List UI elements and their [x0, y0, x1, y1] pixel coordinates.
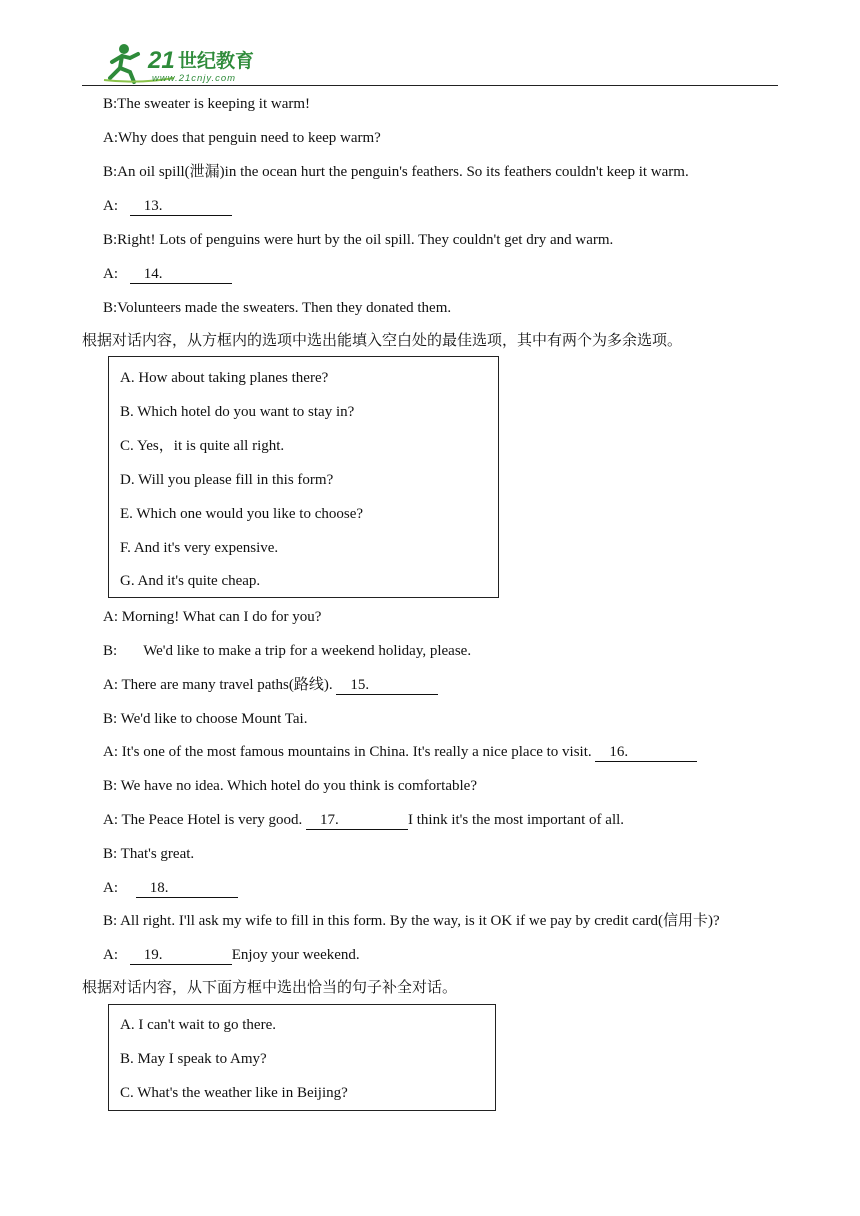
- option-b: B. Which hotel do you want to stay in?: [120, 404, 355, 420]
- dialogue-line: B: That's great.: [103, 846, 195, 862]
- header-divider: [82, 85, 778, 86]
- answer-blank-16[interactable]: 16.: [595, 743, 697, 762]
- svg-text:www.21cnjy.com: www.21cnjy.com: [152, 73, 237, 84]
- options-box: [108, 1004, 496, 1111]
- section-instruction: 根据对话内容，从方框内的选项中选出能填入空白处的最佳选项，其中有两个为多余选项。: [82, 333, 683, 349]
- option-c: C. Yes，it is quite all right.: [120, 438, 285, 454]
- options-box: [108, 356, 499, 598]
- answer-blank-18[interactable]: 18.: [136, 879, 238, 898]
- svg-text:世纪教育: 世纪教育: [178, 50, 255, 72]
- answer-blank-15[interactable]: 15.: [336, 676, 438, 695]
- dialogue-line: A: There are many travel paths(路线). 15.: [103, 676, 438, 695]
- option-c: C. What's the weather like in Beijing?: [120, 1085, 348, 1101]
- site-logo: [100, 40, 270, 86]
- dialogue-line: A: 13.: [103, 197, 232, 216]
- svg-text:21: 21: [148, 47, 175, 74]
- answer-blank-13[interactable]: 13.: [130, 197, 232, 216]
- dialogue-line: A: Morning! What can I do for you?: [103, 609, 322, 625]
- answer-blank-17[interactable]: 17.: [306, 811, 408, 830]
- option-a: A. I can't wait to go there.: [120, 1017, 276, 1033]
- option-a: A. How about taking planes there?: [120, 370, 329, 386]
- dialogue-line: A: 14.: [103, 265, 232, 284]
- dialogue-line: B:Volunteers made the sweaters. Then they donated them.: [103, 300, 452, 316]
- dialogue-line: B: We'd like to make a trip for a weekend holiday, please.: [103, 643, 472, 659]
- section-instruction: 根据对话内容，从下面方框中选出恰当的句子补全对话。: [82, 980, 458, 996]
- answer-blank-19[interactable]: 19.: [130, 946, 232, 965]
- dialogue-line: B: We'd like to choose Mount Tai.: [103, 711, 308, 727]
- dialogue-line: B:An oil spill(泄漏)in the ocean hurt the penguin's feathers. So its feathers couldn't keep it warm.: [103, 164, 689, 180]
- option-g: G. And it's quite cheap.: [120, 573, 261, 589]
- option-d: D. Will you please fill in this form?: [120, 472, 334, 488]
- dialogue-line: A: 19. Enjoy your weekend.: [103, 947, 360, 963]
- option-e: E. Which one would you like to choose?: [120, 506, 364, 522]
- dialogue-line: B:The sweater is keeping it warm!: [103, 96, 311, 112]
- dialogue-line: B:Right! Lots of penguins were hurt by the oil spill. They couldn't get dry and warm.: [103, 232, 614, 248]
- dialogue-line: A:Why does that penguin need to keep warm?: [103, 130, 381, 146]
- dialogue-line: B: We have no idea. Which hotel do you think is comfortable?: [103, 778, 477, 794]
- option-f: F. And it's very expensive.: [120, 540, 279, 556]
- dialogue-line: A: The Peace Hotel is very good. 17. I think it's the most important of all.: [103, 812, 625, 828]
- answer-blank-14[interactable]: 14.: [130, 265, 232, 284]
- dialogue-line: A: 18.: [103, 879, 238, 898]
- page-header: [0, 0, 860, 90]
- dialogue-line: A: It's one of the most famous mountains in China. It's really a nice place to visit. 16.: [103, 743, 697, 762]
- option-b: B. May I speak to Amy?: [120, 1051, 267, 1067]
- dialogue-line: B: All right. I'll ask my wife to fill in this form. By the way, is it OK if we pay by credit card(信用卡)?: [103, 913, 720, 929]
